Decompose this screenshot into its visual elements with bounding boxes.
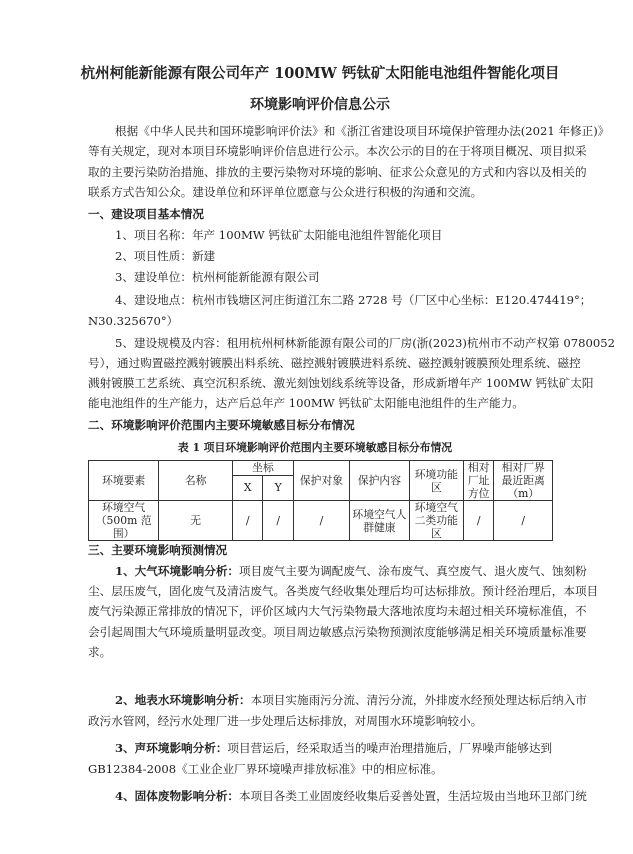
air-impact-line: 求。 (88, 645, 112, 659)
intro-line: 联系方式告知公众。建设单位和环评单位愿意与公众进行积极的沟通和交流。 (88, 185, 483, 199)
section-heading: 一、建设项目基本情况 (88, 207, 204, 221)
header-element: 环境要素 (89, 461, 159, 501)
header-x: X (232, 475, 263, 500)
table-row (89, 501, 553, 541)
cell-distance: / (494, 501, 553, 541)
air-impact-line: 尘、层压废气，固化废气及清洁废气。各类废气经收集处理后均可达标排放。预计经治理后，本项目 (88, 584, 599, 598)
scale-line: 5、建设规模及内容：租用杭州柯林新能源有限公司的厂房(浙(2023)杭州市不动产权第 0780052 (115, 336, 615, 350)
cell-y: / (263, 501, 294, 541)
para-label: 2、地表水环境影响分析： (115, 693, 251, 707)
cell-direction: / (463, 501, 494, 541)
para-text: 项目废气主要为调配废气、涂布废气、真空废气、退火废气、蚀刻粉 (239, 564, 587, 578)
header-name: 名称 (159, 461, 233, 501)
solid-waste-para (115, 786, 587, 807)
water-impact-para (115, 690, 587, 711)
construction-unit: 3、建设单位：杭州柯能新能源有限公司 (115, 270, 320, 284)
cell-name: 无 (159, 501, 233, 541)
project-name: 1、项目名称：年产 100MW 钙钛矿太阳能电池组件智能化项目 (115, 228, 443, 242)
construction-site-cont: N30.325670°） (88, 314, 179, 328)
noise-impact-line: GB12384-2008《工业企业厂界环境噪声排放标准》中的相应标准。 (88, 762, 443, 776)
project-nature: 2、项目性质：新建 (115, 249, 216, 263)
para-label: 1、大气环境影响分析： (115, 564, 240, 578)
cell-zone: 环境空气二类功能区 (409, 501, 463, 541)
section-heading: 三、主要环境影响预测情况 (88, 543, 228, 557)
air-impact-line: 废气污染源正常排放的情况下，评价区域内大气污染物最大落地浓度均未超过相关环境标准值，不 (88, 604, 587, 618)
cell-element: 环境空气（500m 范围） (89, 501, 159, 541)
noise-impact-para (115, 738, 552, 759)
header-coordinate: 坐标 (232, 461, 293, 476)
para-text: 本项目实施雨污分流、清污分流，外排废水经预处理达标后纳入市 (250, 693, 587, 707)
document-subtitle: 环境影响评价信息公示 (250, 97, 390, 113)
table-caption: 表 1 项目环境影响评价范围内主要环境敏感目标分布情况 (177, 441, 453, 454)
air-impact-para (115, 561, 587, 582)
header-distance: 相对厂界最近距离（m） (494, 461, 553, 501)
cell-x: / (232, 501, 263, 541)
cell-target: / (294, 501, 350, 541)
scale-line: 溅射镀膜工艺系统、真空沉积系统、激光刻蚀划线系统等设备，形成新增年产 100MW 钙钛矿太阳 (88, 376, 594, 390)
header-zone: 环境功能区 (409, 461, 463, 501)
header-y: Y (263, 475, 294, 500)
para-label: 4、固体废物影响分析： (115, 789, 240, 803)
water-impact-line: 政污水管网，经污水处理厂进一步处理后达标排放，对周围水环境影响较小。 (88, 714, 483, 728)
section-heading: 二、环境影响评价范围内主要环境敏感目标分布情况 (88, 418, 355, 432)
header-direction: 相对厂址方位 (463, 461, 494, 501)
cell-content: 环境空气人群健康 (349, 501, 409, 541)
para-label: 3、声环境影响分析： (115, 741, 228, 755)
scale-line: 号），通过购置磁控溅射镀膜出料系统、磁控溅射镀膜进料系统、磁控溅射镀膜预处理系统、磁控 (88, 356, 581, 370)
para-text: 项目营运后，经采取适当的噪声治理措施后，厂界噪声能够达到 (227, 741, 553, 755)
header-target: 保护对象 (294, 461, 350, 501)
intro-line: 根据《中华人民共和国环境影响评价法》和《浙江省建设项目环境保护管理办法(2021 年修正)》 (115, 124, 610, 138)
document-title: 杭州柯能新能源有限公司年产 100MW 钙钛矿太阳能电池组件智能化项目 (80, 65, 560, 82)
scale-line: 能电池组件的生产能力，达产后总年产 100MW 钙钛矿太阳能电池组件的生产能力。 (88, 396, 524, 410)
intro-line: 等有关规定，现对本项目环境影响评价信息进行公示。本次公示的目的在于将项目概况、项目拟采 (88, 144, 587, 158)
sensitive-target-table (88, 460, 553, 541)
construction-site: 4、建设地点：杭州市钱塘区河庄街道江东二路 2728 号（厂区中心坐标：E120.474419°； (115, 293, 592, 307)
header-content: 保护内容 (349, 461, 409, 501)
para-text: 本项目各类工业固废经收集后妥善处置，生活垃圾由当地环卫部门统 (239, 789, 587, 803)
intro-line: 取的主要污染防治措施、排放的主要污染物对环境的影响、征求公众意见的方式和内容以及相关的 (88, 165, 587, 179)
air-impact-line: 会引起周围大气环境质量明显改变。项目周边敏感点污染物预测浓度能够满足相关环境质量标准要 (88, 625, 587, 639)
